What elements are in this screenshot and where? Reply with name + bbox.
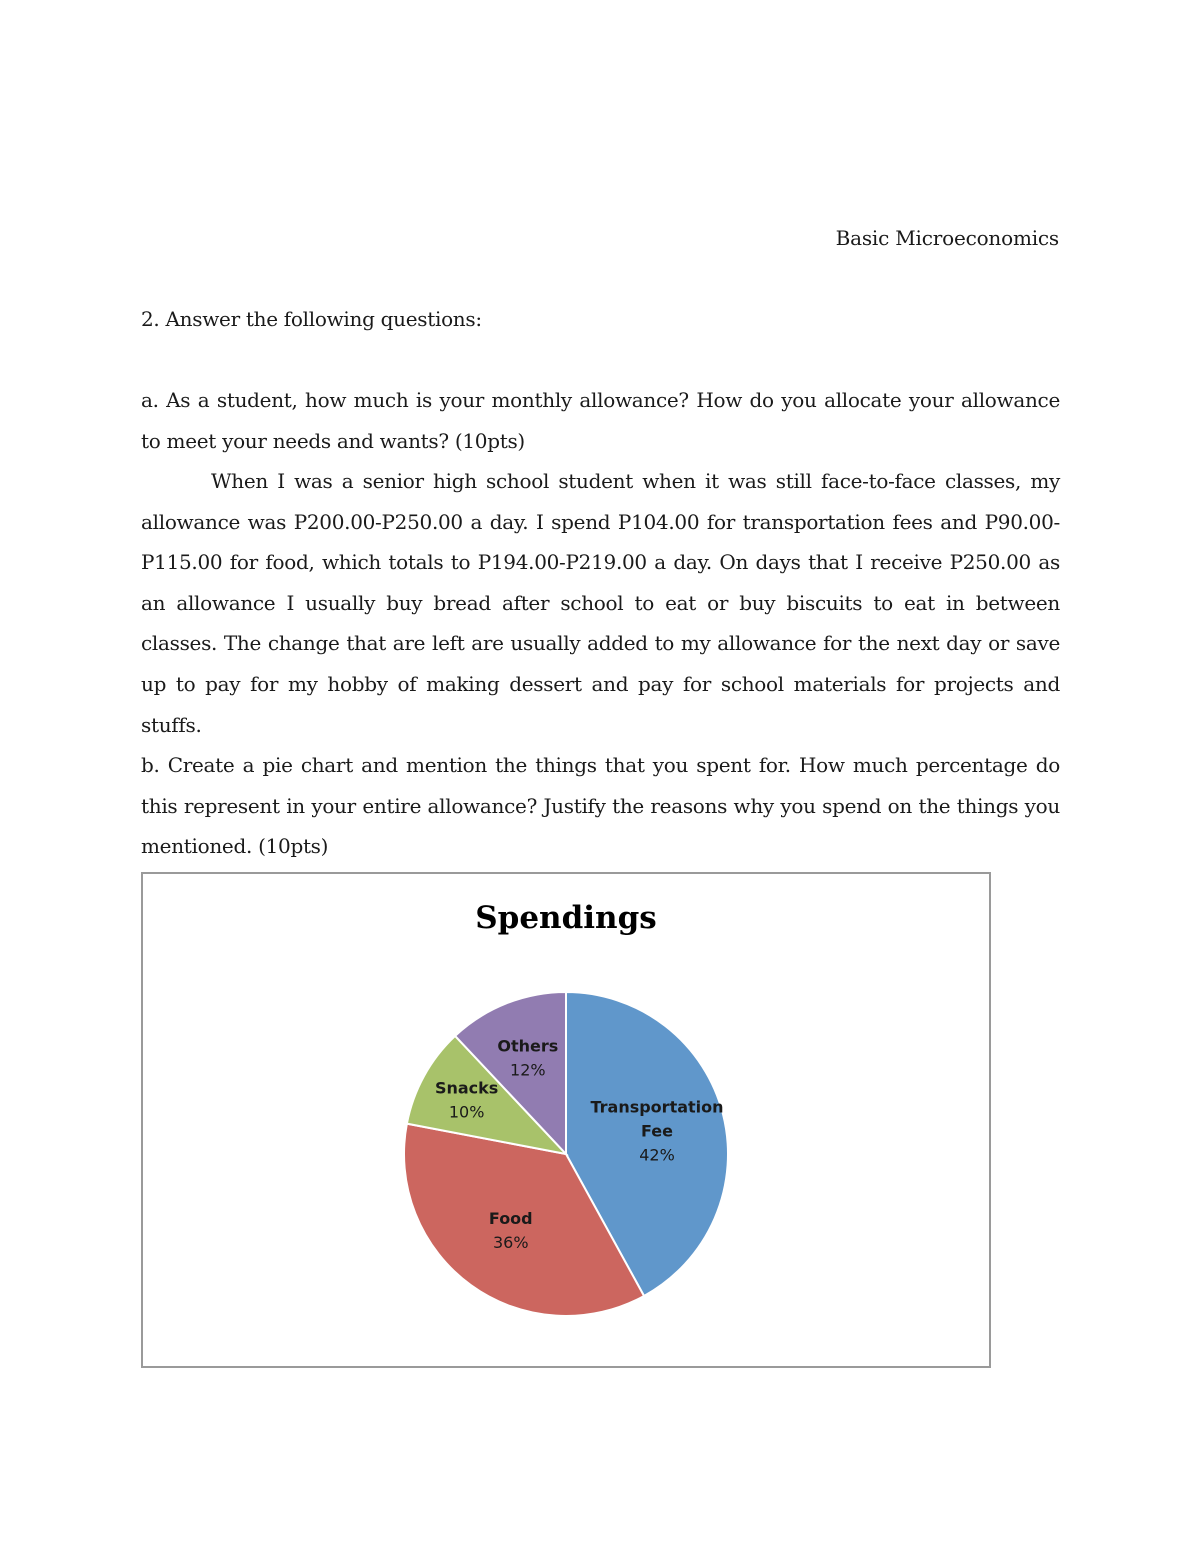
slice-label-transportation-fee: Transportation (590, 1097, 724, 1117)
slice-label-transportation-fee: Fee (641, 1121, 674, 1141)
slice-label-others: Others (497, 1036, 559, 1056)
pie-chart (143, 874, 989, 1366)
slice-percent-transportation-fee: 42% (639, 1145, 675, 1165)
pie-chart-frame (141, 872, 991, 1368)
slice-percent-food: 36% (492, 1233, 529, 1253)
course-header: Basic Microeconomics (835, 226, 1059, 250)
question-b: b. Create a pie chart and mention the things that you spent for. How much percentage do this represent in your entire allowance? Justify the reasons why you spend on the things you mentioned. (10pts) (141, 753, 1060, 859)
section-heading: 2. Answer the following questions: (141, 307, 482, 331)
slice-percent-others: 12% (510, 1060, 546, 1080)
pie-slices (404, 992, 728, 1316)
question-a: a. As a student, how much is your monthly allowance? How do you allocate your allowance to meet your needs and wants? (10pts) (141, 388, 1060, 453)
slice-label-snacks: Snacks (434, 1078, 499, 1098)
slice-label-food: Food (488, 1209, 533, 1229)
chart-title: Spendings (475, 900, 657, 936)
slice-percent-snacks: 10% (448, 1102, 485, 1122)
answer-a: When I was a senior high school student when it was still face-to-face classes, my allowance was P200.00-P250.00 a day. I spend P104.00 for transportation fees and P90.00-P115.00 for food, which totals to P194.00-P219.00 a day. On days that I receive P250.00 as an allowance I usually buy bread after school to eat or buy biscuits to eat in between classes. The change that are left are usually added to my allowance for the next day or save up to pay for my hobby of making dessert and pay for school materials for projects and stuffs. (141, 469, 1060, 737)
